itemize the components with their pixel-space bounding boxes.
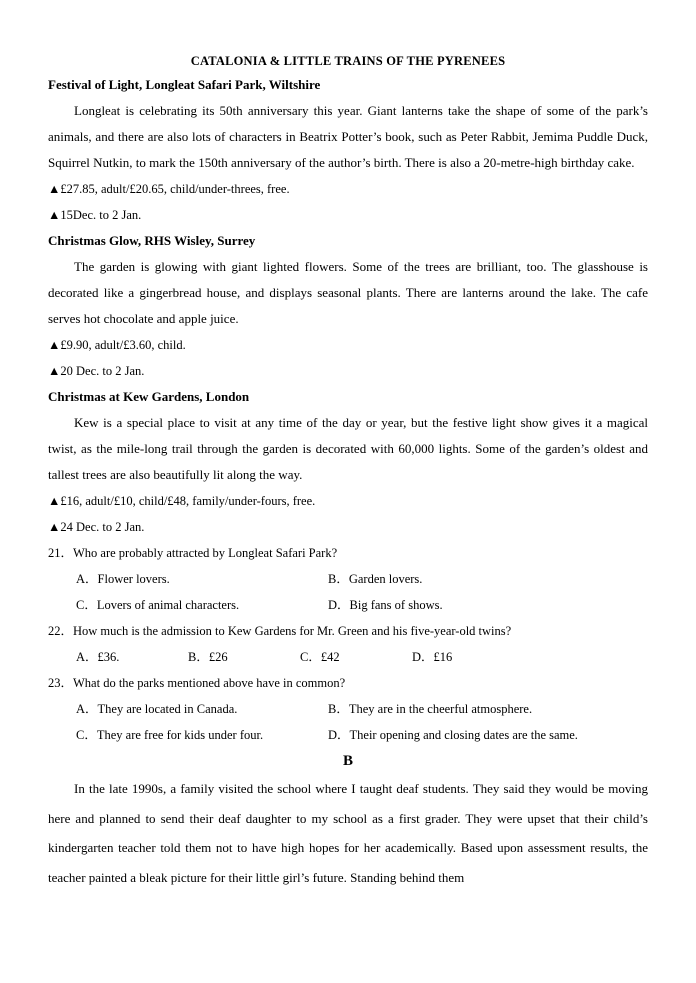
section-body-wisley: The garden is glowing with giant lighted flowers. Some of the trees are brilliant, too. The glasshouse is decorated like a gingerbread house, and displays seasonal plants. There are lanterns around the lake. The cafe serves hot chocolate and apple juice. [48, 259, 648, 326]
question-23-stem: 23．What do the parks mentioned above have in common? [48, 676, 346, 690]
section-price-wisley: ▲£9.90, adult/£3.60, child. [48, 338, 186, 352]
section-dates-longleat: ▲15Dec. to 2 Jan. [48, 208, 142, 222]
question-23-options-row2 [48, 722, 648, 748]
page-title: CATALONIA & LITTLE TRAINS OF THE PYRENEES [190, 54, 506, 68]
question-21-options-row2 [48, 592, 648, 618]
section-heading-longleat: Festival of Light, Longleat Safari Park, Wiltshire [48, 77, 321, 92]
question-21-option-d: D．Big fans of shows. [328, 598, 443, 612]
part-b-label: B [342, 753, 353, 769]
section-price-longleat: ▲£27.85, adult/£20.65, child/under-threes, free. [48, 182, 290, 196]
question-22-option-a: A．£36. [76, 650, 120, 664]
question-21-option-a: A．Flower lovers. [76, 572, 170, 586]
part-b-body: In the late 1990s, a family visited the school where I taught deaf students. They said they would be moving here and planned to send their deaf daughter to my school as a first grader. They were upset that their child’s kindergarten teacher told them not to have high hopes for her academically. Based upon assessment results, the teacher painted a bleak picture for their little girl’s future. Standing behind them [48, 781, 648, 885]
question-22-option-c: C．£42 [300, 650, 340, 664]
document-page [48, 50, 648, 892]
question-23-option-c: C．They are free for kids under four. [76, 728, 264, 742]
section-heading-wisley: Christmas Glow, RHS Wisley, Surrey [48, 233, 256, 248]
section-heading-kew: Christmas at Kew Gardens, London [48, 389, 250, 404]
section-body-longleat: Longleat is celebrating its 50th anniversary this year. Giant lanterns take the shape of some of the park’s animals, and there are also lots of characters in Beatrix Potter’s book, such as Peter Rabbit, Jemima Puddle Duck, Squirrel Nutkin, to mark the 150th anniversary of the author’s birth. There is also a 20-metre-high birthday cake. [48, 103, 648, 170]
question-22-options-row [48, 644, 648, 670]
section-dates-wisley: ▲20 Dec. to 2 Jan. [48, 364, 145, 378]
question-21-options-row1 [48, 566, 648, 592]
question-23-option-a: A．They are located in Canada. [76, 702, 238, 716]
section-body-kew: Kew is a special place to visit at any time of the day or year, but the festive light show gives it a magical twist, as the mile-long trail through the garden is decorated with 60,000 lights. Some of the garden’s oldest and tallest trees are also beautifully lit along the way. [48, 415, 648, 482]
question-21-option-c: C．Lovers of animal characters. [76, 598, 240, 612]
question-21-stem: 21．Who are probably attracted by Longleat Safari Park? [48, 546, 338, 560]
question-23-options-row1 [48, 696, 648, 722]
section-dates-kew: ▲24 Dec. to 2 Jan. [48, 520, 145, 534]
question-23-option-d: D．Their opening and closing dates are the same. [328, 728, 578, 742]
question-22-option-b: B．£26 [188, 650, 228, 664]
question-21-option-b: B．Garden lovers. [328, 572, 423, 586]
question-22-stem: 22．How much is the admission to Kew Gardens for Mr. Green and his five-year-old twins? [48, 624, 512, 638]
question-22-option-d: D．£16 [412, 650, 453, 664]
question-23-option-b: B．They are in the cheerful atmosphere. [328, 702, 533, 716]
section-price-kew: ▲£16, adult/£10, child/£48, family/under-fours, free. [48, 494, 316, 508]
